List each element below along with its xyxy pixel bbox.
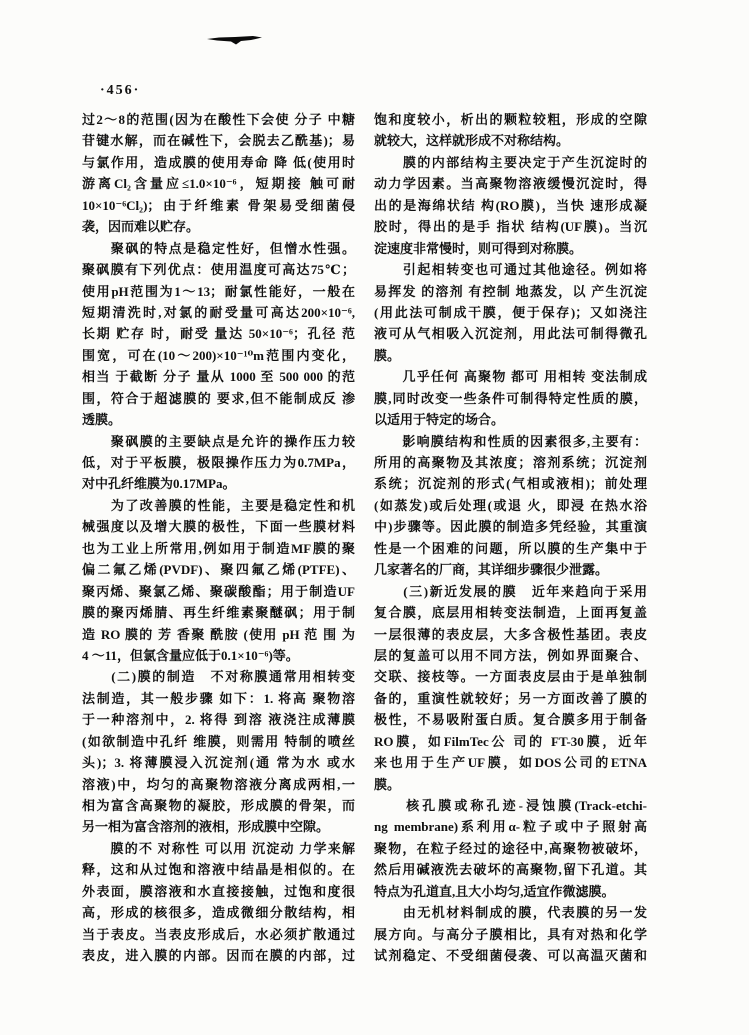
text-line: 胶时，得出的是手 指状 结构(UF膜)。当沉 bbox=[374, 219, 647, 235]
text-line: (二)膜的制造 不对称膜通常用相转变 bbox=[82, 669, 355, 685]
text-line: RO膜，如FilmTec公 司的 FT-30膜，近年 bbox=[374, 733, 647, 749]
text-line: 就较大，这样就形成不对称结构。 bbox=[374, 133, 570, 149]
text-line: 饱和度较小，析出的颗粒较粗，形成的空隙 bbox=[374, 112, 647, 127]
text-line: 复合膜，底层用相转变法制造，上面再复盖 bbox=[374, 605, 647, 621]
text-line: 膜的内部结构主要决定于产生沉淀时的 bbox=[374, 154, 647, 170]
text-line: 当于表皮。当表皮形成后，水必须扩散通过 bbox=[82, 926, 355, 942]
text-line: 相为富含高聚物的凝胶，形成膜的骨架，而 bbox=[82, 798, 355, 813]
text-line: 几家著名的厂商，其详细步骤很少泄露。 bbox=[374, 562, 609, 578]
text-line: 膜。 bbox=[374, 776, 401, 792]
text-line: 长期 贮存 时，耐受 量达 50×10⁻⁶；孔径 范 bbox=[82, 326, 355, 342]
text-line: (如蒸发)或后处理(或退 火，即浸 在热水浴 bbox=[374, 497, 647, 513]
text-line: 短期清洗时,对氯的耐受量可高达200×10⁻⁶, bbox=[82, 304, 355, 320]
text-line: 核孔膜或称孔迹-浸蚀膜(Track-etchi- bbox=[374, 798, 647, 813]
text-line: 聚砜的特点是稳定性好，但憎水性强。 bbox=[82, 240, 355, 256]
text-line: 溶液)中，均匀的高聚物溶液分离成两相,一 bbox=[82, 776, 355, 792]
text-line: 围宽，可在(10～200)×10⁻¹⁰m范围内变化， bbox=[82, 347, 355, 363]
text-line: 聚砜膜的主要缺点是允许的操作压力较 bbox=[82, 433, 355, 449]
text-line: 透膜。 bbox=[82, 412, 122, 428]
text-line: 膜。 bbox=[374, 347, 401, 363]
text-line: 苷键水解，而在碱性下，会脱去乙酰基)；易 bbox=[82, 133, 355, 149]
text-line: 动力学因素。当高聚物溶液缓慢沉淀时，得 bbox=[374, 176, 647, 192]
text-line: 特点为孔道直,且大小均匀,适宜作微滤膜。 bbox=[374, 883, 615, 899]
page-number: ·456· bbox=[100, 83, 141, 98]
text-line: 聚砜膜有下列优点：使用温度可高达75℃； bbox=[82, 262, 355, 278]
text-line: 引起相转变也可通过其他途径。例如将 bbox=[374, 262, 647, 278]
text-line: 出的是海绵状结 构(RO膜)，当快 速形成凝 bbox=[374, 197, 647, 213]
text-line: 外表面，膜溶液和水直接接触，过饱和度很 bbox=[82, 883, 355, 899]
text-line: 液可从气相吸入沉淀剂，用此法可制得微孔 bbox=[374, 326, 647, 342]
text-line: 膜,同时改变一些条件可制得特定性质的膜， bbox=[374, 390, 647, 406]
text-line: 对中孔纤维膜为0.17MPa。 bbox=[82, 476, 236, 492]
text-line: 聚物，在粒子经过的途径中,高聚物被破坏， bbox=[374, 840, 647, 856]
text-line: 易挥发 的溶剂 有控制 地蒸发，以 产生沉淀 bbox=[374, 283, 647, 299]
text-line: 层的复盖可以用不同方法，例如界面聚合、 bbox=[374, 647, 647, 663]
text-line: (三)新近发展的膜 近年来趋向于采用 bbox=[374, 583, 647, 599]
text-line: 4 ～11，但氯含量应低于0.1×10⁻⁶)等。 bbox=[82, 647, 299, 663]
text-line: 交联、接枝等。一方面表皮层由于是单独制 bbox=[374, 669, 647, 685]
text-line: 偏二氟乙烯(PVDF)、聚四氟乙烯(PTFE)、 bbox=[82, 562, 355, 578]
text-line: 膜的不 对称性 可以用 沉淀动 力学来解 bbox=[82, 840, 355, 856]
text-line: 试剂稳定、不受细菌侵袭、可以高温灭菌和 bbox=[374, 948, 647, 964]
text-line: 然后用碱液洗去破坏的高聚物,留下孔道。其 bbox=[374, 862, 647, 878]
text-line: 备的，重演性就较好；另一方面改善了膜的 bbox=[374, 690, 647, 706]
text-line: 低，对于平板膜，极限操作压力为0.7MPa， bbox=[82, 455, 355, 470]
text-line: 膜的聚丙烯腈、再生纤维素聚醚砜；用于制 bbox=[82, 605, 355, 621]
text-line: 与氯作用，造成膜的使用寿命 降 低(使用时 bbox=[82, 154, 355, 170]
text-line: (用此法可制成干膜，便于保存)；又如浇注 bbox=[374, 304, 647, 320]
text-line: 表皮，进入膜的内部。因而在膜的内部，过 bbox=[82, 948, 355, 964]
text-line: 极性，不易吸附蛋白质。复合膜多用于制备 bbox=[374, 712, 647, 728]
text-line: 头)；3. 将薄膜浸入沉淀剂(通 常为水 或水 bbox=[82, 755, 355, 771]
text-line: 中)步骤等。因此膜的制造多凭经验，其重演 bbox=[374, 519, 647, 535]
text-line: 性是一个困难的问题，所以膜的生产集中于 bbox=[374, 540, 647, 556]
text-column-right bbox=[374, 109, 647, 967]
text-line: 袭，因而难以贮存。 bbox=[82, 219, 200, 235]
text-line: 造 RO 膜的 芳 香聚 酰胺 (使用 pH 范 围 为 bbox=[82, 626, 355, 642]
text-line: 系统；沉淀剂的形式(气相或液相)；前处理 bbox=[374, 476, 647, 492]
text-line: 也为工业上所常用,例如用于制造MF膜的聚 bbox=[82, 540, 355, 556]
text-line: 由无机材料制成的膜，代表膜的另一发 bbox=[374, 905, 647, 921]
text-line: 使用pH范围为1～13；耐氯性能好，一般在 bbox=[82, 283, 355, 299]
text-line: 为了改善膜的性能，主要是稳定性和机 bbox=[82, 497, 355, 513]
text-line: 淀速度非常慢时，则可得到对称膜。 bbox=[374, 240, 583, 256]
text-line: 另一相为富含溶剂的液相，形成膜中空隙。 bbox=[82, 819, 330, 835]
text-line: 相当 于截断 分子 量从 1000 至 500 000 的范 bbox=[82, 369, 355, 385]
text-line: 械强度以及增大膜的极性，下面一些膜材料 bbox=[82, 519, 355, 535]
text-line: 高，形成的核很多，造成微细分散结构，相 bbox=[82, 905, 355, 921]
text-line: 一层很薄的表皮层，大多含极性基团。表皮 bbox=[374, 626, 647, 642]
text-line: 以适用于特定的场合。 bbox=[374, 412, 505, 428]
text-line: 10×10⁻⁶Cl₂)；由于纤维素 骨架易受细菌侵 bbox=[82, 197, 355, 213]
text-line: 展方向。与高分子膜相比，具有对热和化学 bbox=[374, 926, 647, 942]
text-line: 来也用于生产UF膜，如DOS公司的ETNA bbox=[374, 755, 647, 771]
text-line: 于一种溶剂中，2. 将得 到溶 液浇注成薄膜 bbox=[82, 712, 355, 728]
text-line: 法制造，其一般步骤 如下：1. 将高 聚物溶 bbox=[82, 690, 355, 706]
text-line: 影响膜结构和性质的因素很多,主要有： bbox=[374, 433, 647, 449]
ink-smudge-artifact bbox=[205, 33, 265, 49]
text-line: (如欲制造中孔纤 维膜，则需用 特制的喷丝 bbox=[82, 733, 355, 749]
text-line: 围，符合于超滤膜的 要求,但不能制成反 渗 bbox=[82, 390, 355, 406]
text-column-left bbox=[82, 109, 355, 967]
text-line: 游离Cl₂含量应≤1.0×10⁻⁶，短期接 触可耐 bbox=[82, 176, 355, 192]
text-line: 释，这和从过饱和溶液中结晶是相似的。在 bbox=[82, 862, 355, 878]
text-line: 过2～8的范围(因为在酸性下会使 分子 中糖 bbox=[82, 112, 355, 127]
text-line: ng membrane)系利用α-粒子或中子照射高 bbox=[374, 819, 647, 835]
text-line: 几乎任何 高聚物 都可 用相转 变法制成 bbox=[374, 369, 647, 385]
text-line: 所用的高聚物及其浓度；溶剂系统；沉淀剂 bbox=[374, 455, 647, 470]
text-line: 聚丙烯、聚氯乙烯、聚碳酸酯；用于制造UF bbox=[82, 583, 355, 599]
